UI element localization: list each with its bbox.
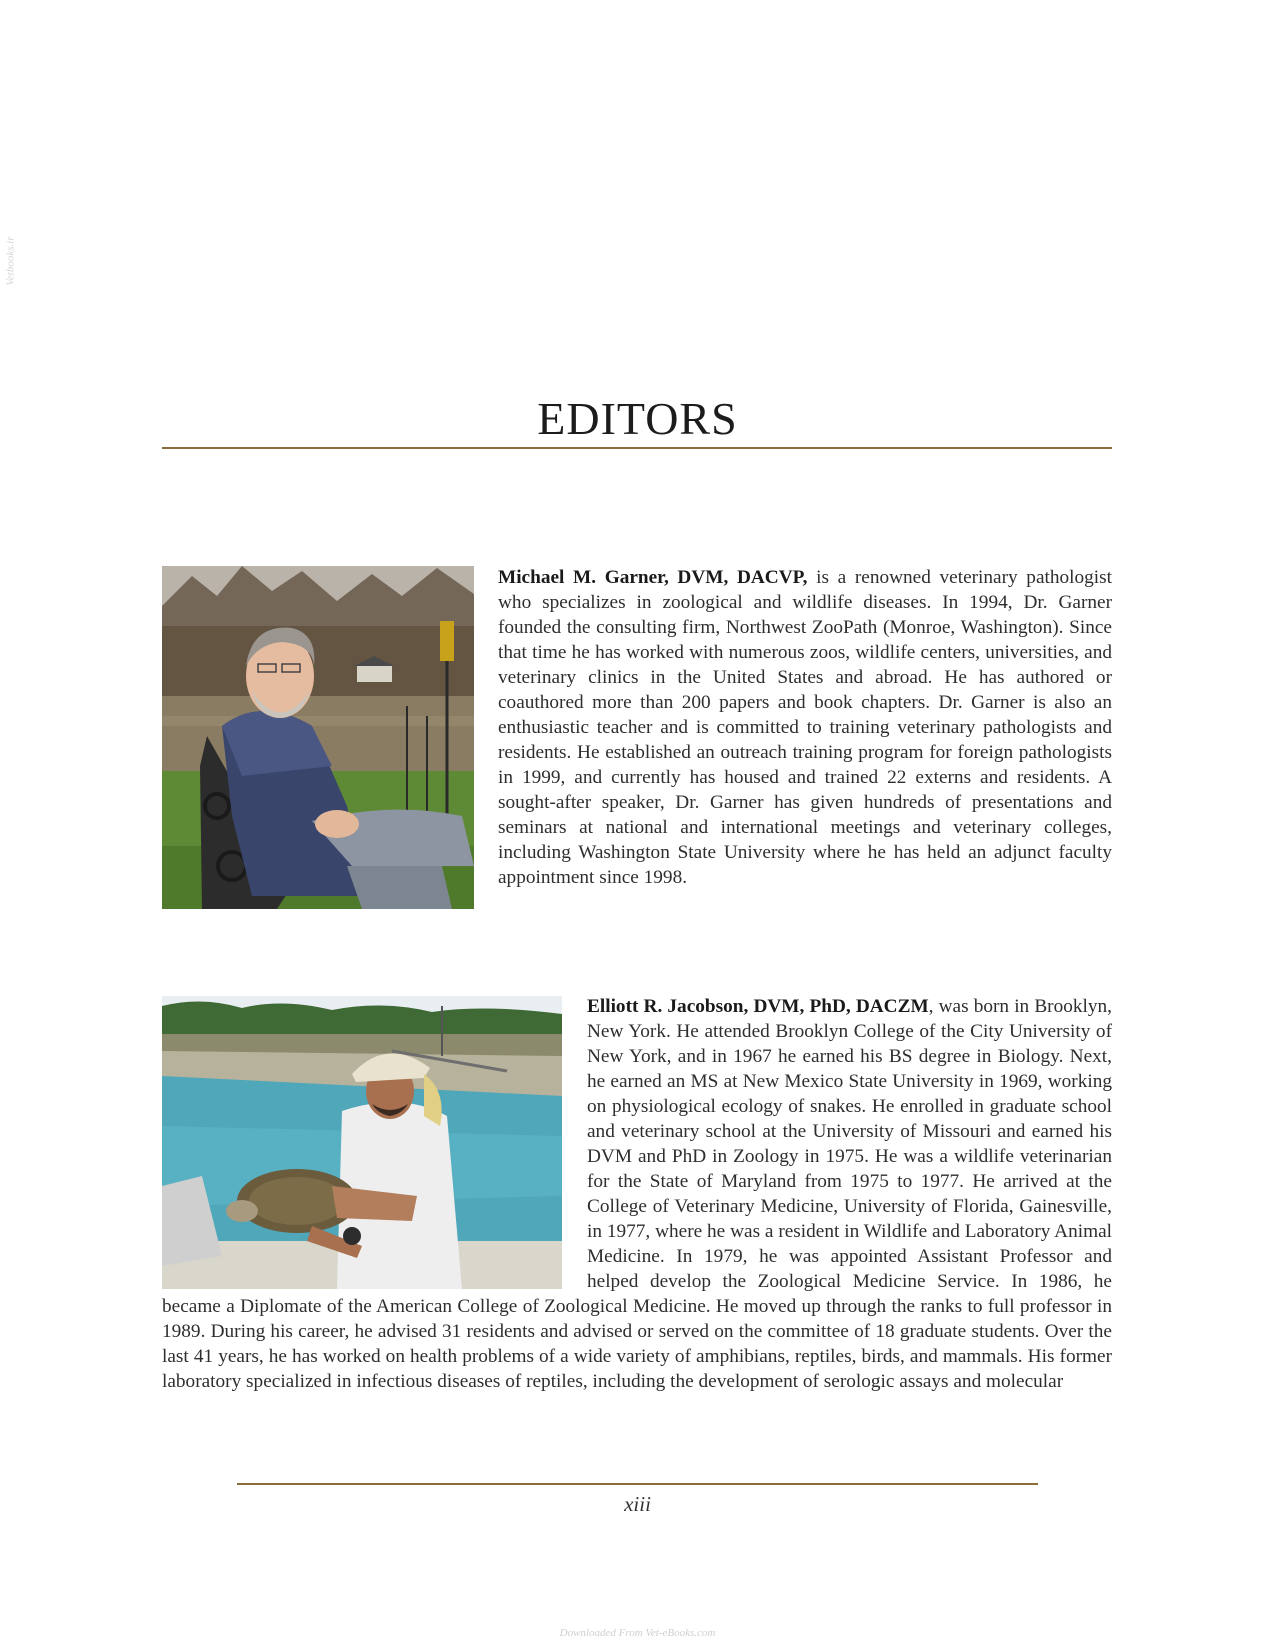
side-watermark: Vetbooks.ir (4, 236, 17, 286)
garner-bio-text: is a renowned veterinary pathologist who specializes in zoological and wildlife diseases. In 1994, Dr. Garner founded the consulting firm, Northwest ZooPath (Monroe, Washington). Since that time he has worked with numerous zoos, wildlife centers, universities, and veterinary clinics in the United States and abroad. He has authored or coauthored more than 200 papers and book chapters. Dr. Garner is also an enthusiastic teacher and is committed to training veterinary pathologists and residents. He established an outreach training program for foreign pathologists in 1999, and currently has housed and trained 22 externs and residents. A sought-after speaker, Dr. Garner has given hundreds of presentations and seminars at national and international meetings and veterinary colleges, including Washington State University where he has held an adjunct faculty appointment since 1998. (498, 567, 1113, 888)
jacobson-bio-text: , was born in Brooklyn, New York. He attended Brooklyn College of the City University of New York, and in 1967 he earned his BS degree in Biology. Next, he earned an MS at New Mexico State University in 1969, working on physiological ecology of snakes. He enrolled in graduate school and veterinary school at the University of Missouri and earned his DVM and PhD in Zoology in 1975. He was a wildlife veterinarian for the State of Maryland from 1975 to 1977. He arrived at the College of Veterinary Medicine, University of Florida, Gainesville, in 1977, where he was a resident in Wildlife and Laboratory Animal Medicine. In 1979, he was appointed Assistant Professor and helped develop the Zoological Medicine Service. In 1986, he became a Diplomate of the American College of Zoological Medicine. He moved up through the ranks to full professor in 1989. During his career, he advised 31 residents and advised or served on the committee of 18 graduate students. Over the last 41 years, he has worked on health problems of a wide variety of amphibians, reptiles, birds, and mammals. His former laboratory specialized in infectious diseases of reptiles, including the development of serologic assays and molecular (162, 996, 1112, 1392)
jacobson-photo (162, 996, 562, 1289)
page-number: xiii (624, 1492, 651, 1516)
garner-photo (162, 566, 474, 909)
garner-name: Michael M. Garner, DVM, DACVP, (498, 567, 808, 588)
title-rule (162, 447, 1112, 449)
garner-bio (498, 565, 1112, 890)
jacobson-bio (162, 994, 1112, 1394)
footer-rule (237, 1483, 1038, 1485)
footer-watermark: Downloaded From Vet-eBooks.com (559, 1627, 716, 1639)
page-title: EDITORS (537, 393, 738, 444)
jacobson-name: Elliott R. Jacobson, DVM, PhD, DACZM (587, 996, 929, 1017)
